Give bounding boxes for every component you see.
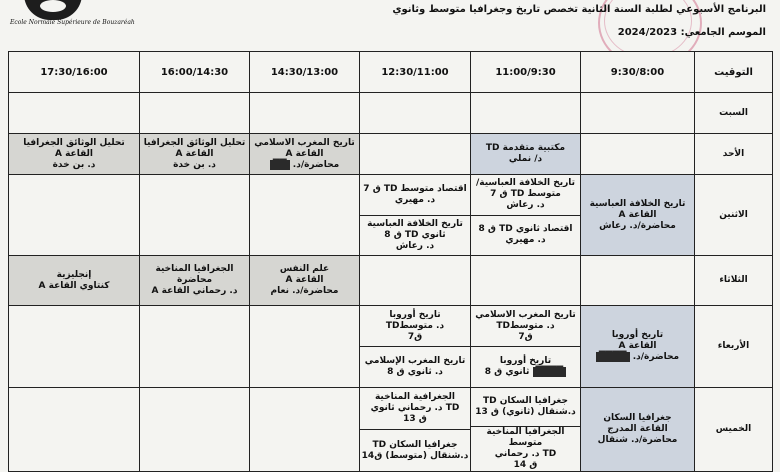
instructor: محاضرة/د. شنقال <box>597 435 678 445</box>
weekly-schedule-table <box>8 51 773 472</box>
room: القاعة A <box>285 275 324 285</box>
day-label: الأحد <box>695 134 773 175</box>
empty-cell <box>581 256 695 306</box>
instructor: د. رعاش <box>395 240 435 251</box>
session-group-a <box>471 306 580 346</box>
course-title: تاريخ المغرب الإسلامي <box>364 356 466 366</box>
instructor: محاضرة/د. <box>292 159 340 170</box>
empty-cell <box>581 93 695 134</box>
instructor: د.شنقال (ثانوي) ق 13 <box>475 407 576 417</box>
group-room: متوسط TD ق 7 <box>490 189 561 200</box>
session-group-b <box>471 346 580 387</box>
session-group-a <box>360 388 470 429</box>
session-group-a <box>471 175 580 215</box>
room: القاعة A <box>175 148 214 159</box>
course-title: جغرافيا السكان TD <box>372 439 458 450</box>
session-cell <box>9 134 140 175</box>
empty-cell <box>9 175 140 256</box>
course-title: تاريخ أوروبا <box>611 330 664 340</box>
split-cell <box>360 175 471 256</box>
empty-cell <box>360 93 471 134</box>
course-title: تاريخ المغرب الاسلامي <box>254 137 355 148</box>
instructor: محاضرة/د. <box>632 352 680 362</box>
group-room: ثانوي TD ق 8 <box>384 229 446 240</box>
redacted-name: ████ <box>533 367 567 377</box>
course-title: تاريخ الخلافة العباسية <box>589 198 686 209</box>
split-cell <box>471 388 581 472</box>
session-cell <box>581 175 695 256</box>
empty-cell <box>250 93 360 134</box>
schedule-title: البرنامج الأسبوعي لطلبة السنة الثانية تخصص تاريخ وجغرافيا متوسط وثانوي <box>392 4 766 15</box>
instructor: د. رحماني القاعة A <box>151 286 238 296</box>
session-type: محاضرة <box>176 275 213 285</box>
empty-cell <box>250 306 360 388</box>
school-logo <box>2 0 135 26</box>
row-wednesday <box>9 306 773 388</box>
instructor: TD د. رحماني ثانوي <box>370 403 460 413</box>
empty-cell <box>360 256 471 306</box>
group-room: ق7 <box>518 331 533 342</box>
room: القاعة A <box>618 209 657 220</box>
day-label: الاثنين <box>695 175 773 256</box>
empty-cell <box>140 175 250 256</box>
session-cell <box>140 256 250 306</box>
empty-cell <box>140 93 250 134</box>
course-title: تحليل الوثائق الجغرافيا <box>143 137 246 148</box>
session-group-a <box>360 306 470 346</box>
empty-cell <box>9 388 140 472</box>
row-saturday <box>9 93 773 134</box>
row-monday <box>9 175 773 256</box>
instructor: د. مهيري <box>394 194 436 205</box>
instructor: د.شنقال (متوسط) ق14 <box>361 450 469 461</box>
session-group-a <box>360 175 470 215</box>
instructor: د/ نملي <box>508 154 543 164</box>
session-cell <box>250 134 360 175</box>
empty-cell <box>471 256 581 306</box>
logo-emblem <box>24 0 82 20</box>
course-title: اقتصاد متوسط TD ق 7 <box>363 183 467 194</box>
instructor: د. متوسطTD <box>496 320 555 331</box>
session-cell <box>581 388 695 472</box>
room: القاعة A <box>54 148 94 159</box>
course-title: جغرافيا السكان <box>603 413 672 423</box>
course-title: الجغرافية المناخية <box>374 392 456 402</box>
group-room: ق7 <box>407 331 423 342</box>
col-header-slot-1: 9:30/8:00 <box>581 52 695 93</box>
session-group-a <box>471 388 580 426</box>
session-group-b <box>360 346 470 387</box>
course-title: مكتبية متقدمة TD <box>485 143 566 153</box>
col-header-slot-5: 16:00/14:30 <box>140 52 250 93</box>
session-cell <box>471 134 581 175</box>
empty-cell <box>581 134 695 175</box>
session-cell <box>581 306 695 388</box>
group-room: ق 13 <box>403 414 427 424</box>
course-title: علم النفس <box>279 264 330 274</box>
course-title: تاريخ المغرب الاسلامي <box>475 309 576 320</box>
instructor: د. بن خدة <box>52 159 96 170</box>
instructor: د. رعاش <box>506 200 545 211</box>
empty-cell <box>250 175 360 256</box>
course-title: الجغرافيا المناخية متوسط <box>486 427 565 448</box>
group-room: ق 14 <box>513 460 538 470</box>
session-group-b <box>360 429 470 471</box>
empty-cell <box>250 388 360 472</box>
instructor: د. متوسطTD <box>385 320 445 331</box>
redacted-name: ████ <box>596 352 630 362</box>
row-tuesday <box>9 256 773 306</box>
course-title: اقتصاد ثانوي TD ق 8 <box>478 224 573 235</box>
group-room: ثانوي ق 8 <box>484 367 530 377</box>
split-cell <box>360 306 471 388</box>
col-header-slot-4: 14:30/13:00 <box>250 52 360 93</box>
day-label: الثلاثاء <box>695 256 773 306</box>
course-title: إنجليزية <box>56 269 92 280</box>
empty-cell <box>140 306 250 388</box>
col-header-time: التوقيت <box>695 52 773 93</box>
split-cell <box>471 306 581 388</box>
instructor: د. بن خدة <box>173 159 216 170</box>
session-group-b <box>471 215 580 256</box>
instructor: كنتاوي القاعة A <box>38 280 110 291</box>
empty-cell <box>140 388 250 472</box>
split-cell <box>471 175 581 256</box>
col-header-slot-2: 11:00/9:30 <box>471 52 581 93</box>
empty-cell <box>471 93 581 134</box>
session-group-b <box>471 426 580 471</box>
logo-motto: Ecole Normale Supérieure de Bouzaréah <box>10 19 135 26</box>
course-title: تحليل الوثائق الجغرافيا <box>23 137 125 148</box>
row-sunday <box>9 134 773 175</box>
course-title: جغرافيا السكان TD <box>482 396 568 406</box>
course-title: تاريخ الخلافة العباسية <box>367 218 463 229</box>
course-title: تاريخ أوروبا <box>499 356 552 366</box>
col-header-slot-6: 17:30/16:00 <box>9 52 140 93</box>
course-title: الجغرافيا المناخية <box>155 264 234 274</box>
day-label: السبت <box>695 93 773 134</box>
empty-cell <box>9 93 140 134</box>
instructor: د. مهيري <box>505 235 546 246</box>
course-title: تاريخ الخلافة العباسية/ <box>475 178 576 189</box>
day-label: الأربعاء <box>695 306 773 388</box>
room: القاعة المدرج <box>607 424 668 434</box>
room: القاعة A <box>618 341 657 351</box>
instructor: TD د. رحماني <box>494 449 557 459</box>
instructor: محاضرة/د. رعاش <box>599 220 676 231</box>
empty-cell <box>360 134 471 175</box>
session-group-b <box>360 215 470 256</box>
academic-year: الموسم الجامعي: 2024/2023 <box>617 27 766 38</box>
session-cell <box>9 256 140 306</box>
redacted-name: ██ <box>270 160 290 170</box>
instructor: د. ثانوي ق 8 <box>387 367 443 377</box>
instructor: محاضرة/د. نعام <box>270 286 339 296</box>
course-title: تاريخ أوروبا <box>389 309 441 320</box>
col-header-slot-3: 12:30/11:00 <box>360 52 471 93</box>
day-label: الخميس <box>695 388 773 472</box>
empty-cell <box>9 306 140 388</box>
room: القاعة A <box>285 148 324 159</box>
header-row <box>9 52 773 93</box>
session-cell <box>250 256 360 306</box>
session-cell <box>140 134 250 175</box>
row-thursday <box>9 388 773 472</box>
split-cell <box>360 388 471 472</box>
